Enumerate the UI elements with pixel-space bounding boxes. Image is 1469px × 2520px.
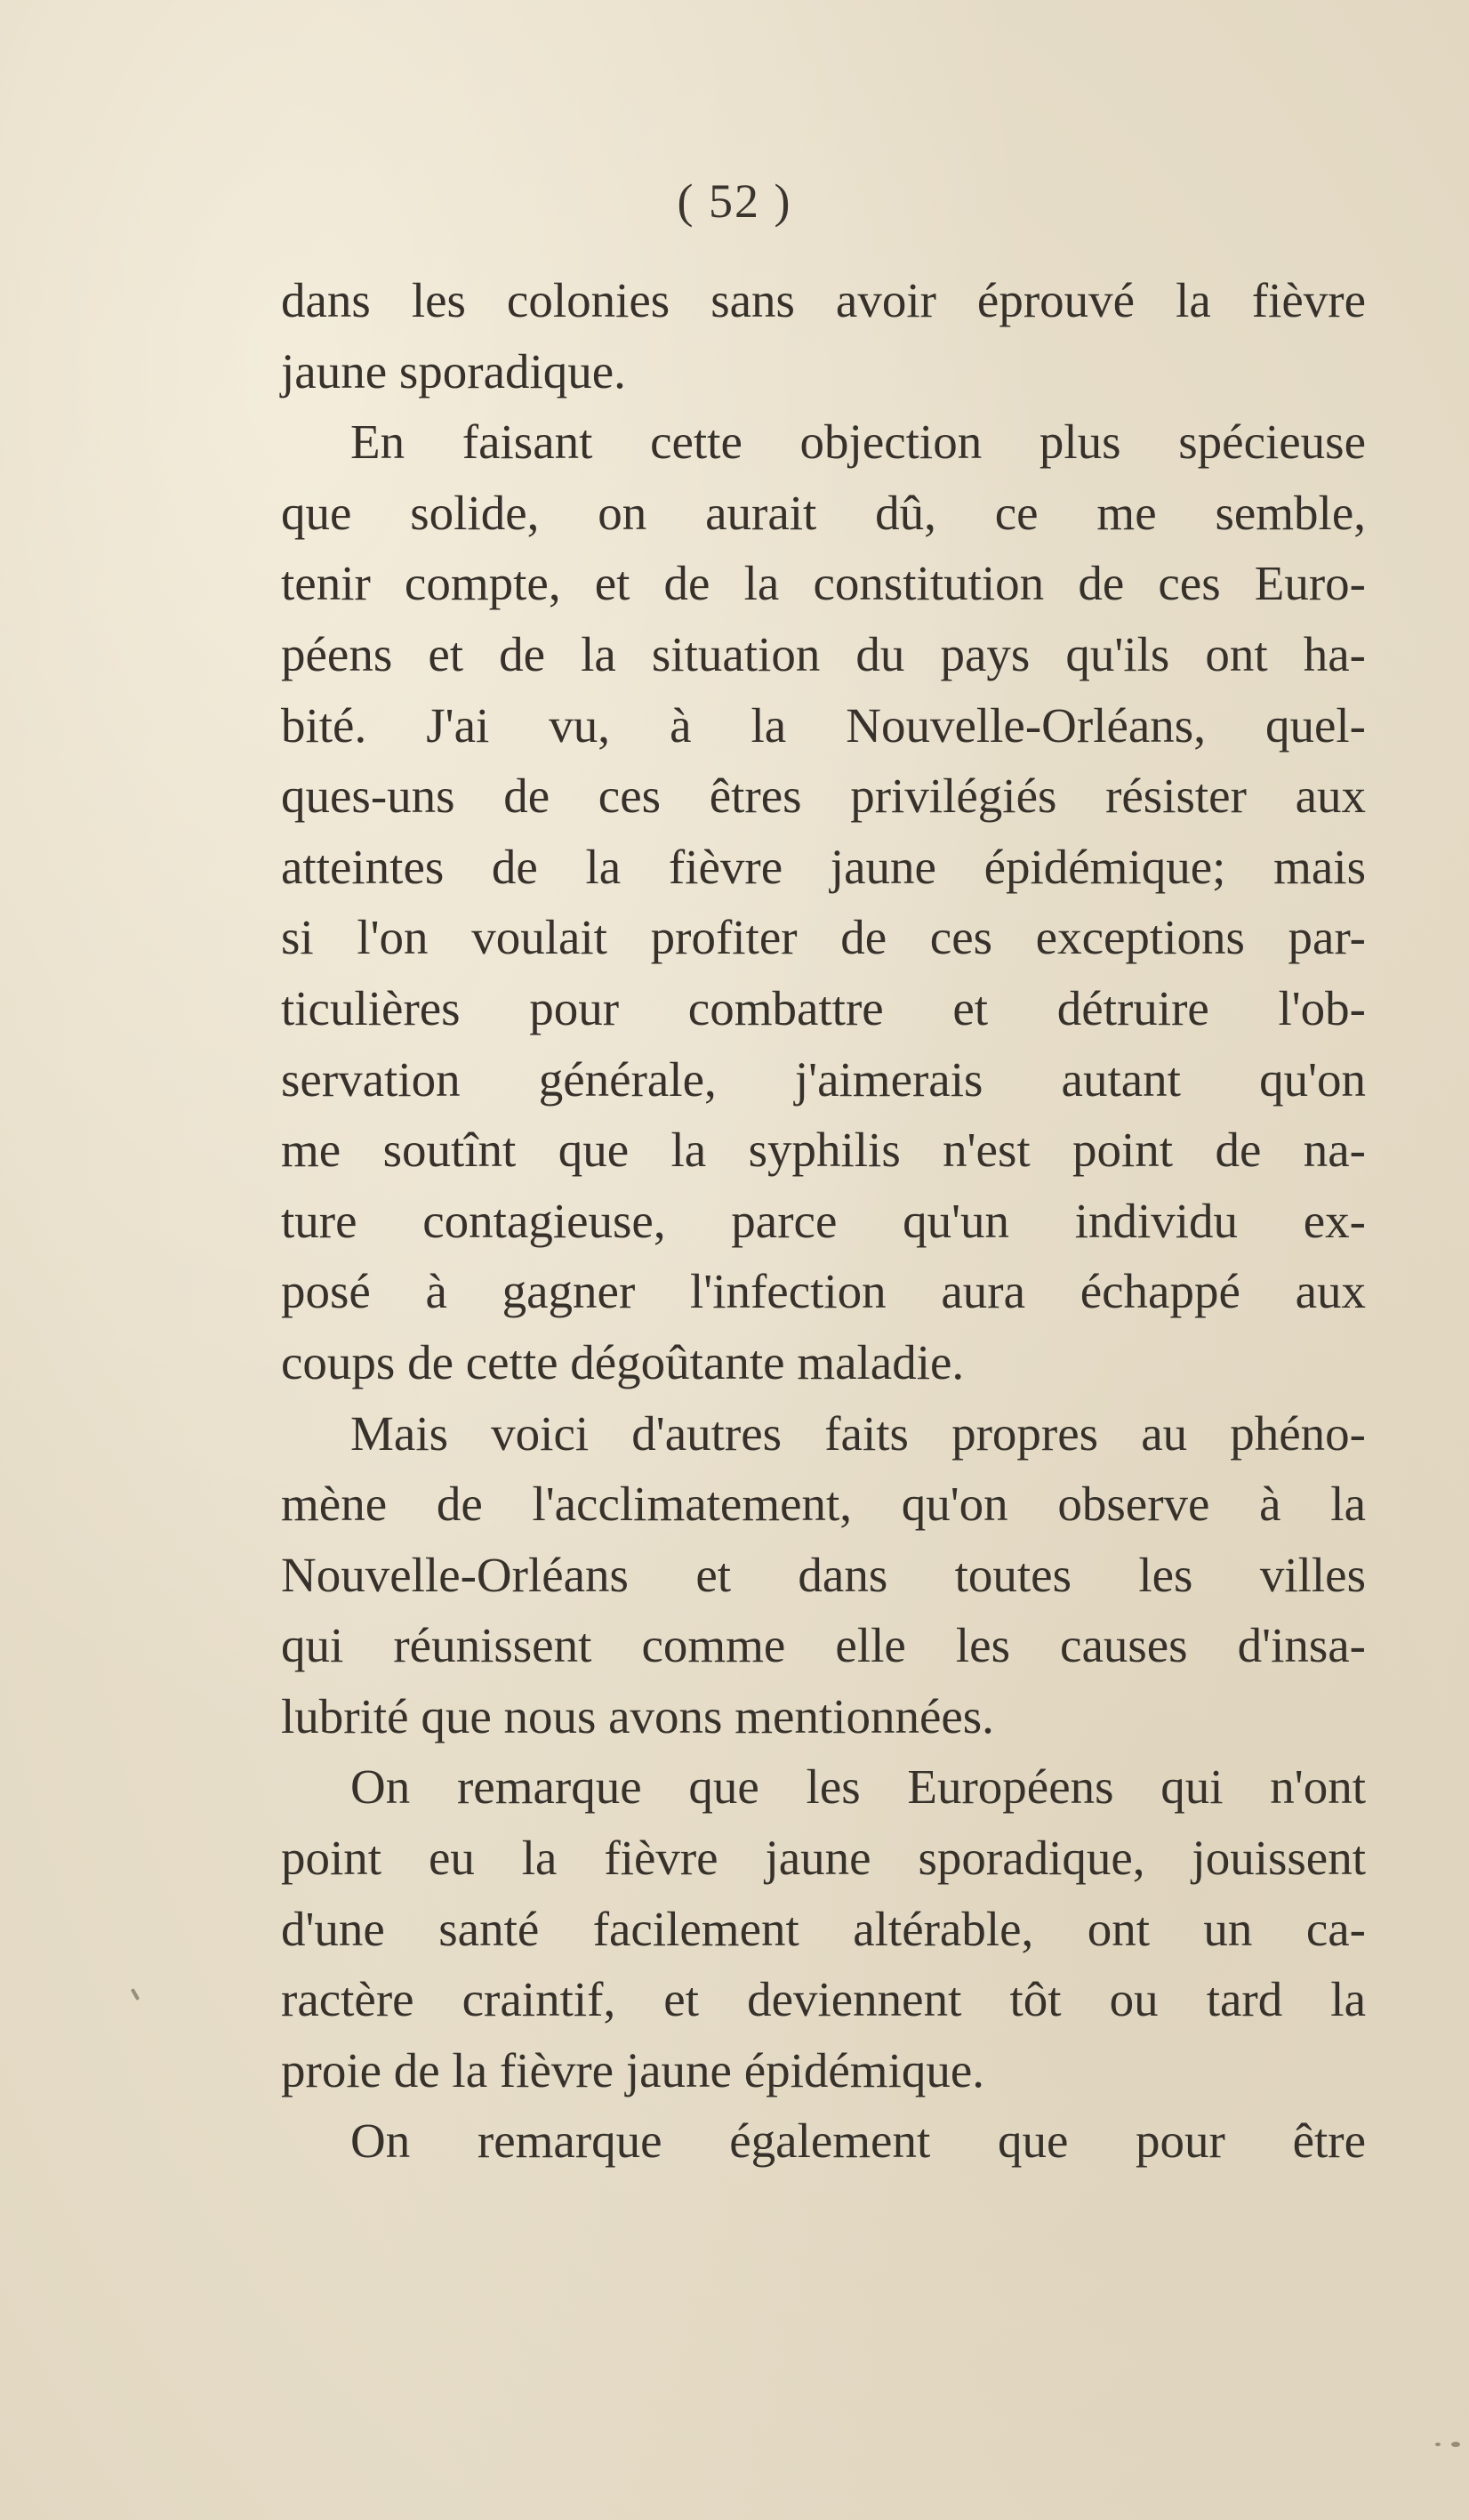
text-line: tenir compte, et de la constitution de ces Euro- [281, 556, 1366, 611]
text-line: point eu la fièvre jaune sporadique, jouissent [281, 1831, 1366, 1886]
text-line: ques-uns de ces êtres privilégiés résister aux [281, 769, 1366, 824]
text-line: posé à gagner l'infection aura échappé aux [281, 1264, 1366, 1319]
text-line: lubrité que nous avons mentionnées. [281, 1688, 994, 1743]
paper-speck [1451, 2442, 1460, 2447]
text-line: ture contagieuse, parce qu'un individu ex- [281, 1193, 1366, 1248]
text-line: ticulières pour combattre et détruire l'ob- [281, 980, 1366, 1035]
text-line: d'une santé facilement altérable, ont un ca- [281, 1901, 1366, 1956]
text-line: Nouvelle-Orléans et dans toutes les villes [281, 1547, 1366, 1602]
text-line: qui réunissent comme elle les causes d'insa- [281, 1618, 1366, 1673]
paragraph-start-line: En faisant cette objection plus spécieuse [350, 415, 1366, 470]
text-line: proie de la fièvre jaune épidémique. [281, 2042, 985, 2097]
text-line: que solide, on aurait dû, ce me semble, [281, 485, 1366, 540]
text-line: jaune sporadique. [281, 343, 626, 399]
paragraph-start-line: On remarque également que pour être [350, 2113, 1366, 2169]
text-line: péens et de la situation du pays qu'ils ont ha- [281, 626, 1366, 681]
text-line: dans les colonies sans avoir éprouvé la fièvre [281, 273, 1366, 327]
paragraph-start-line: On remarque que les Européens qui n'ont [350, 1759, 1366, 1815]
text-line: me soutînt que la syphilis n'est point de na- [281, 1123, 1366, 1178]
paper-speck [1435, 2443, 1441, 2446]
paragraph-start-line: Mais voici d'autres faits propres au phéno- [350, 1405, 1366, 1461]
text-line: coups de cette dégoûtante maladie. [281, 1334, 965, 1389]
page-number: ( 52 ) [677, 174, 792, 228]
text-line: bité. J'ai vu, à la Nouvelle-Orléans, quel- [281, 697, 1366, 753]
text-line: servation générale, j'aimerais autant qu'on [281, 1051, 1366, 1107]
body-text [281, 265, 1366, 2177]
text-line: ractère craintif, et deviennent tôt ou tard la [281, 1972, 1366, 2027]
paper-speck [131, 1988, 140, 2001]
text-line: si l'on voulait profiter de ces exceptions par- [281, 910, 1366, 965]
text-line: mène de l'acclimatement, qu'on observe à la [281, 1477, 1366, 1532]
text-line: atteintes de la fièvre jaune épidémique; mais [281, 839, 1366, 894]
